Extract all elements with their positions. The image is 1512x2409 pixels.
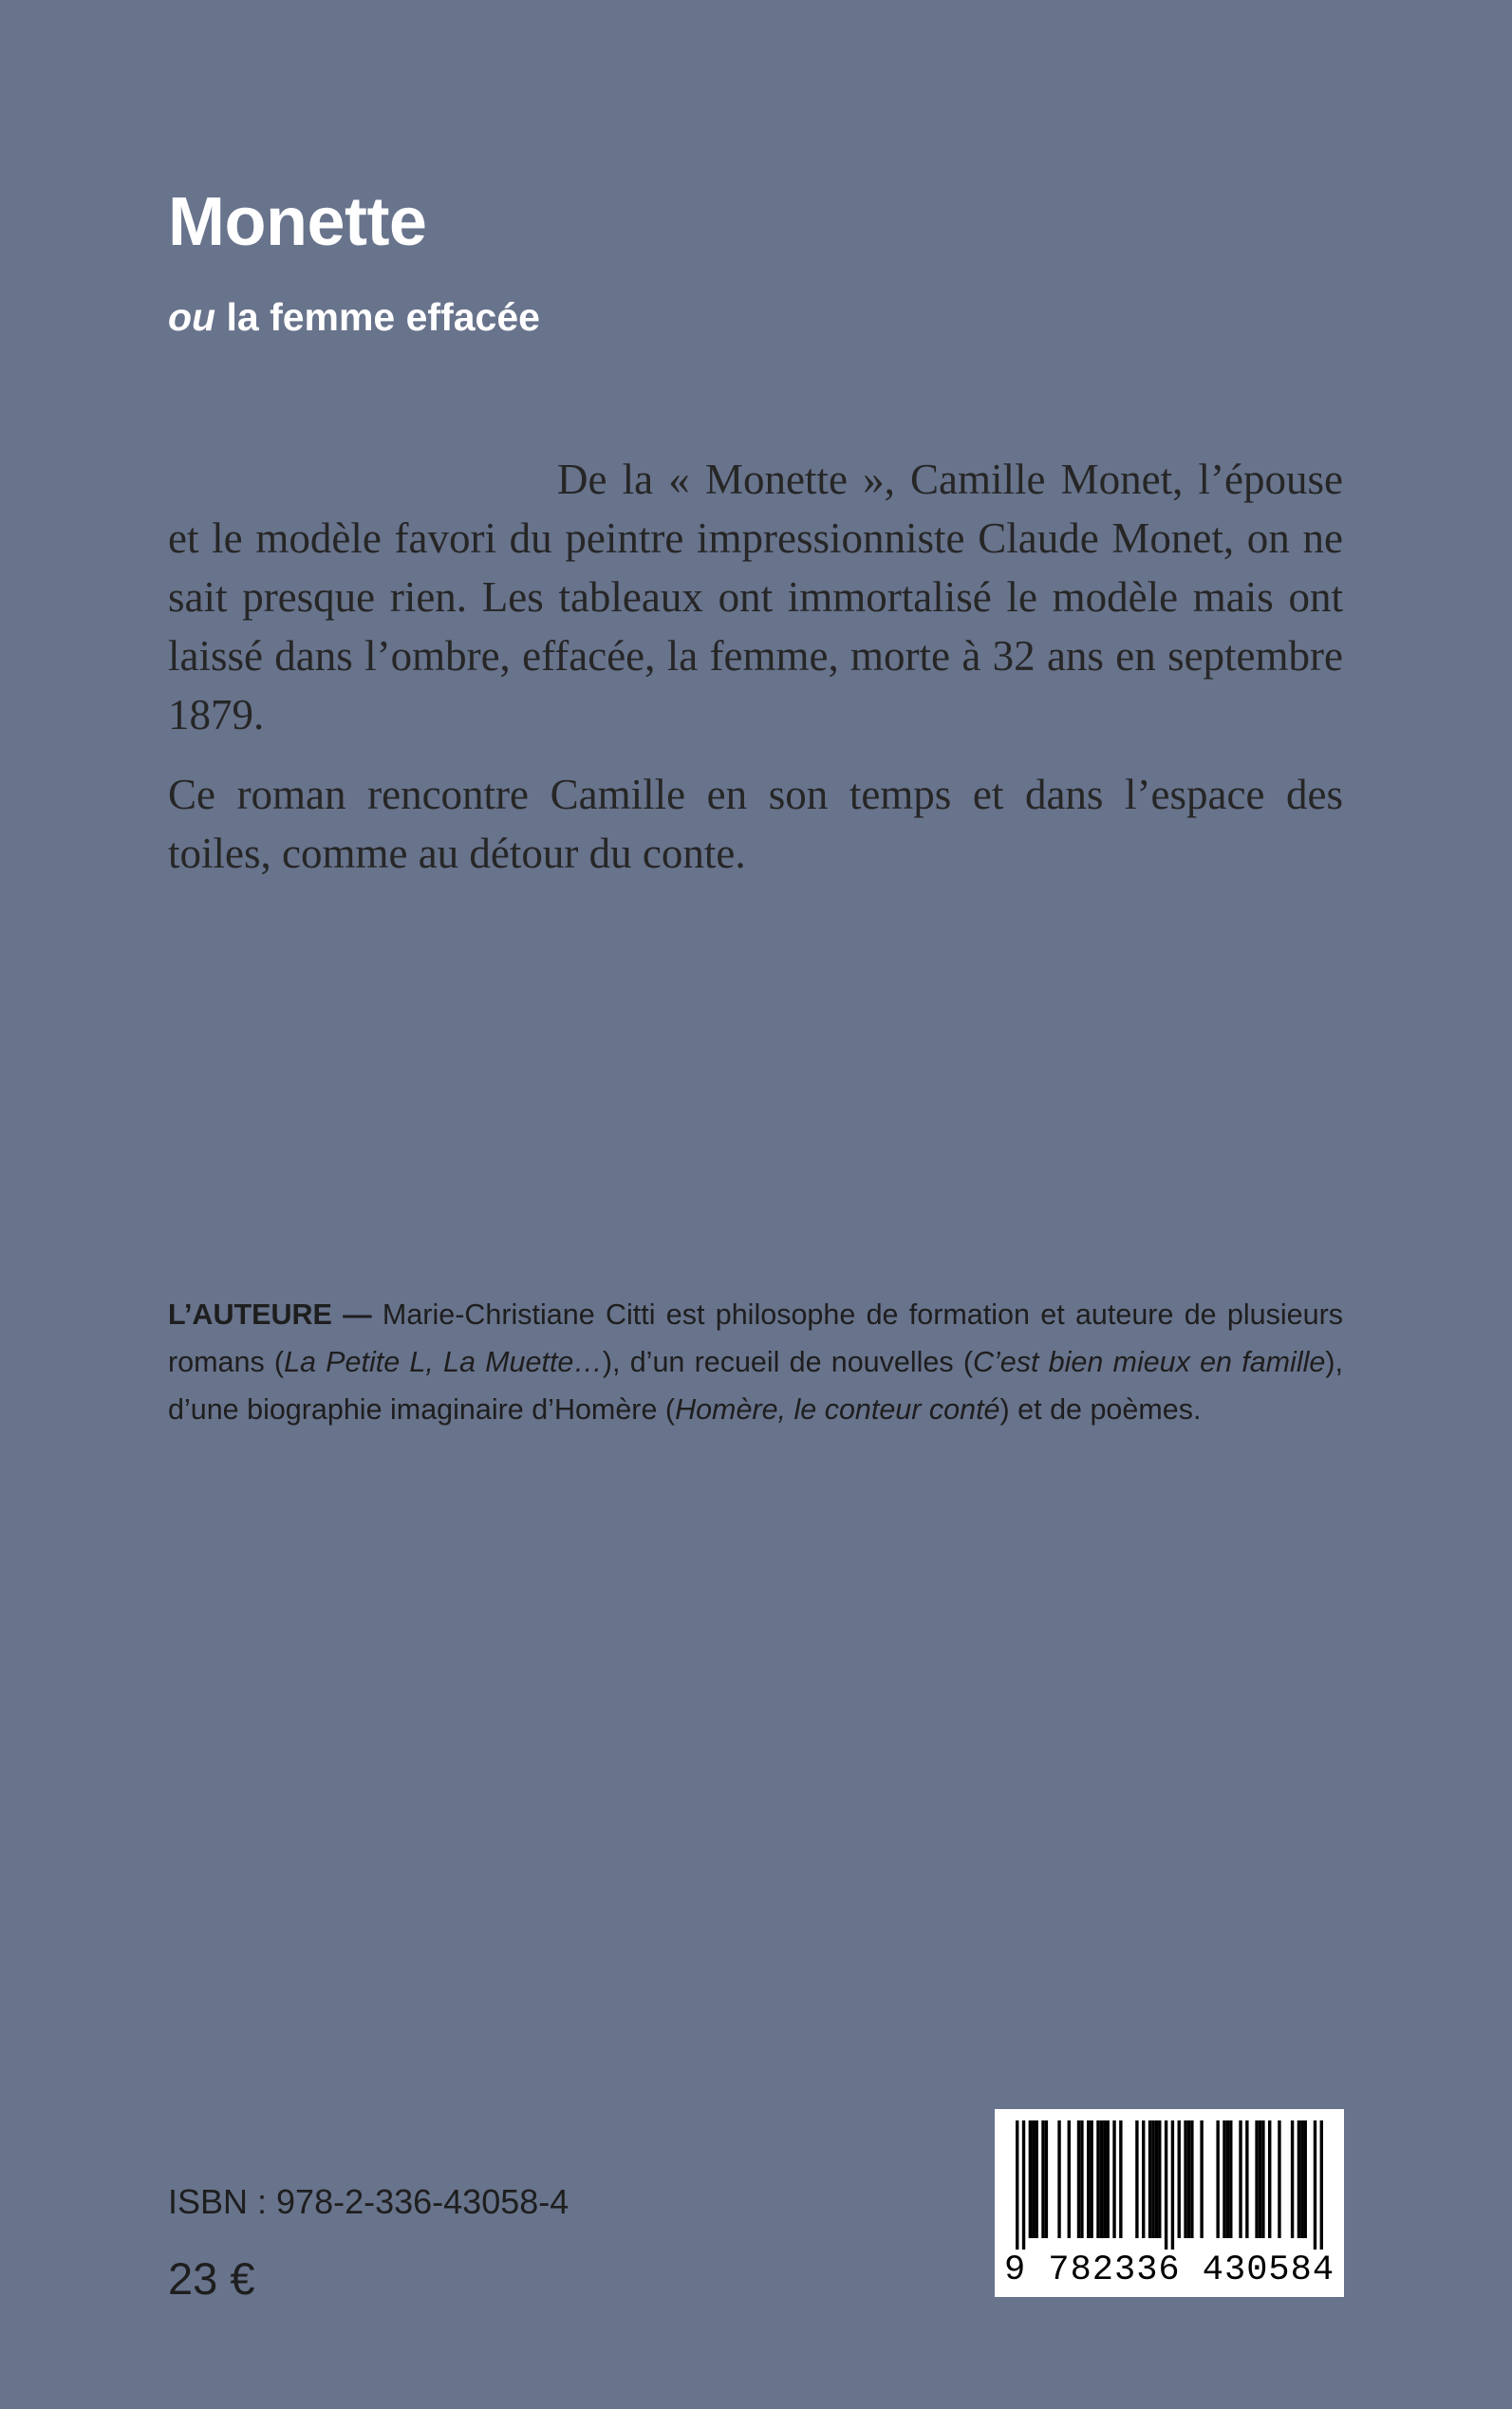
barcode-bar <box>1223 2120 1225 2238</box>
barcode-bar <box>1142 2120 1145 2238</box>
barcode-bar <box>1314 2120 1316 2250</box>
barcode-bar <box>1178 2120 1181 2238</box>
barcode-bar <box>1151 2120 1154 2238</box>
author-bio-label: L’AUTEURE — <box>168 1298 372 1331</box>
barcode-bar <box>1297 2120 1300 2238</box>
barcode-bar <box>1304 2120 1307 2238</box>
author-bio-text: ), d’une biographie imaginaire d’Homère ( <box>168 1346 1343 1426</box>
barcode-bar <box>1106 2120 1109 2238</box>
barcode-bar <box>1261 2120 1264 2238</box>
barcode-bar <box>1187 2120 1190 2238</box>
barcode-bar <box>1080 2120 1083 2238</box>
barcode-bar <box>1016 2120 1018 2250</box>
barcode-bar <box>1158 2120 1161 2238</box>
barcode-bar <box>1135 2120 1138 2238</box>
barcode-bar <box>1087 2120 1090 2238</box>
barcode-bar <box>1100 2120 1103 2238</box>
book-subtitle <box>168 295 540 339</box>
barcode-bar <box>1229 2120 1232 2238</box>
barcode-bar <box>1190 2120 1193 2238</box>
price: 23 € <box>168 2253 255 2304</box>
barcode-bar <box>1239 2120 1241 2238</box>
barcode-bar <box>1259 2120 1261 2238</box>
barcode-bar <box>1077 2120 1080 2238</box>
barcode-bar <box>1096 2120 1099 2238</box>
blurb-paragraph-2: Ce roman rencontre Camille en son temps et dans l’espace des toiles, comme au détour du conte. <box>168 771 1343 877</box>
subtitle-prefix: ou <box>168 295 216 339</box>
barcode-bar <box>1035 2120 1037 2238</box>
barcode-bar <box>1300 2120 1303 2238</box>
author-bio-text: ) et de poèmes. <box>999 1393 1202 1426</box>
isbn: ISBN : 978-2-336-43058-4 <box>168 2182 569 2221</box>
barcode-bar <box>1171 2120 1174 2250</box>
barcode <box>995 2109 1344 2297</box>
subtitle-text: la femme effacée <box>215 295 540 339</box>
author-bio-title: La Petite L, La Muette… <box>284 1346 603 1378</box>
barcode-bar <box>1184 2120 1186 2238</box>
barcode-bar <box>1226 2120 1229 2238</box>
barcode-bar <box>1278 2120 1280 2238</box>
barcode-bar <box>1090 2120 1092 2238</box>
barcode-bars-icon <box>1016 2120 1323 2250</box>
author-bio-title: Homère, le conteur conté <box>675 1393 1000 1426</box>
blurb-paragraph-1: De la « Monette », Camille Monet, l’épouse et le modèle favori du peintre impressionniste Claude Monet, on ne sait presque rien. Les tableaux ont immortalisé le modèle mais ont laissé dans l’ombre, effacée, la femme, morte à 32 ans en septembre 1879. <box>168 456 1343 738</box>
barcode-bar <box>1291 2120 1294 2238</box>
barcode-bar <box>1155 2120 1158 2238</box>
barcode-bar <box>1245 2120 1248 2238</box>
author-bio-title: C’est bien mieux en famille <box>972 1346 1326 1378</box>
barcode-bar <box>1068 2120 1071 2238</box>
barcode-bar <box>1268 2120 1271 2238</box>
barcode-bar <box>1045 2120 1048 2238</box>
barcode-bar <box>1029 2120 1032 2238</box>
barcode-bar <box>1148 2120 1151 2238</box>
author-bio-text: Marie-Christiane Citti est philosophe de formation et auteure de plusieurs romans ( <box>168 1298 1343 1378</box>
author-bio <box>168 1291 1343 1433</box>
barcode-bar <box>1165 2120 1167 2250</box>
author-bio-text: ), d’un recueil de nouvelles ( <box>602 1346 973 1378</box>
barcode-bar <box>1032 2120 1035 2238</box>
barcode-bar <box>1103 2120 1106 2238</box>
barcode-bar <box>1112 2120 1115 2238</box>
book-title: Monette <box>168 184 427 260</box>
barcode-bar <box>1255 2120 1258 2238</box>
barcode-digits: 9 782336 430584 <box>1003 2250 1335 2290</box>
barcode-bar <box>1022 2120 1025 2250</box>
barcode-bar <box>1200 2120 1203 2238</box>
barcode-bar <box>1216 2120 1219 2238</box>
barcode-bar <box>1041 2120 1044 2238</box>
barcode-bar <box>1057 2120 1060 2238</box>
blurb <box>168 450 1343 883</box>
barcode-bar <box>1119 2120 1122 2238</box>
barcode-bar <box>1320 2120 1323 2250</box>
